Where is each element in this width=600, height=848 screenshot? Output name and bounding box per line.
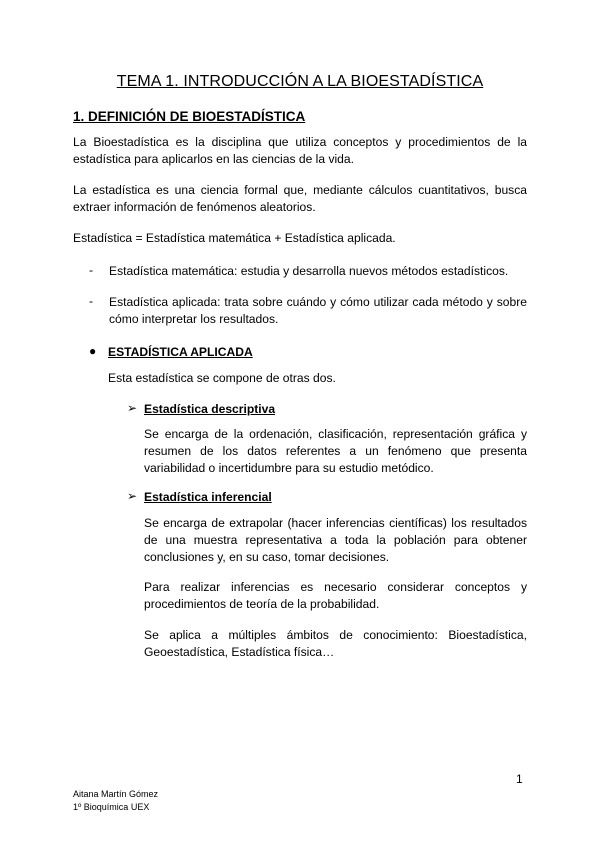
arrow-icon: ➢ [127, 489, 138, 503]
dash-marker: - [89, 263, 94, 277]
descriptive-heading: Estadística descriptiva [144, 402, 276, 416]
inferential-text-1: Se encarga de extrapolar (hacer inferencias científicas) los resultados de una muestra representativa a toda la población para obtener conclusiones y, en su caso, tomar decisiones. [144, 516, 527, 564]
arrow-icon: ➢ [127, 401, 138, 415]
list-item-mathematical: Estadística matemática: estudia y desarrolla nuevos métodos estadísticos. [109, 264, 509, 278]
applied-intro: Esta estadística se compone de otras dos. [108, 371, 336, 385]
paragraph-statistics: La estadística es una ciencia formal que, mediante cálculos cuantitativos, busca extraer información de fenómenos aleatorios. [73, 183, 527, 214]
section-heading: 1. DEFINICIÓN DE BIOESTADÍSTICA [73, 109, 306, 124]
page-title: TEMA 1. INTRODUCCIÓN A LA BIOESTADÍSTICA [116, 73, 484, 90]
applied-heading: ESTADÍSTICA APLICADA [108, 345, 253, 359]
paragraph-equation: Estadística = Estadística matemática + Estadística aplicada. [73, 231, 396, 245]
paragraph-definition: La Bioestadística es la disciplina que utiliza conceptos y procedimientos de la estadística para aplicarlos en las ciencias de la vida. [73, 135, 527, 166]
dash-marker: - [89, 294, 94, 308]
footer-author: Aitana Martín Gómez [73, 789, 159, 799]
list-item-applied: Estadística aplicada: trata sobre cuándo y cómo utilizar cada método y sobre cómo interpretar los resultados. [109, 295, 527, 326]
page-number: 1 [516, 772, 523, 786]
footer-course: 1º Bioquímica UEX [73, 802, 150, 812]
descriptive-text: Se encarga de la ordenación, clasificación, representación gráfica y resumen de los datos referentes a un fenómeno que presenta variabilidad o incertidumbre para su estudio metódico. [144, 427, 527, 475]
bullet-icon: ● [89, 344, 97, 358]
inferential-text-3: Se aplica a múltiples ámbitos de conocimiento: Bioestadística, Geoestadística, Estadística física… [144, 628, 527, 659]
inferential-heading: Estadística inferencial [144, 490, 272, 504]
inferential-text-2: Para realizar inferencias es necesario considerar conceptos y procedimientos de teoría de la probabilidad. [144, 580, 527, 611]
